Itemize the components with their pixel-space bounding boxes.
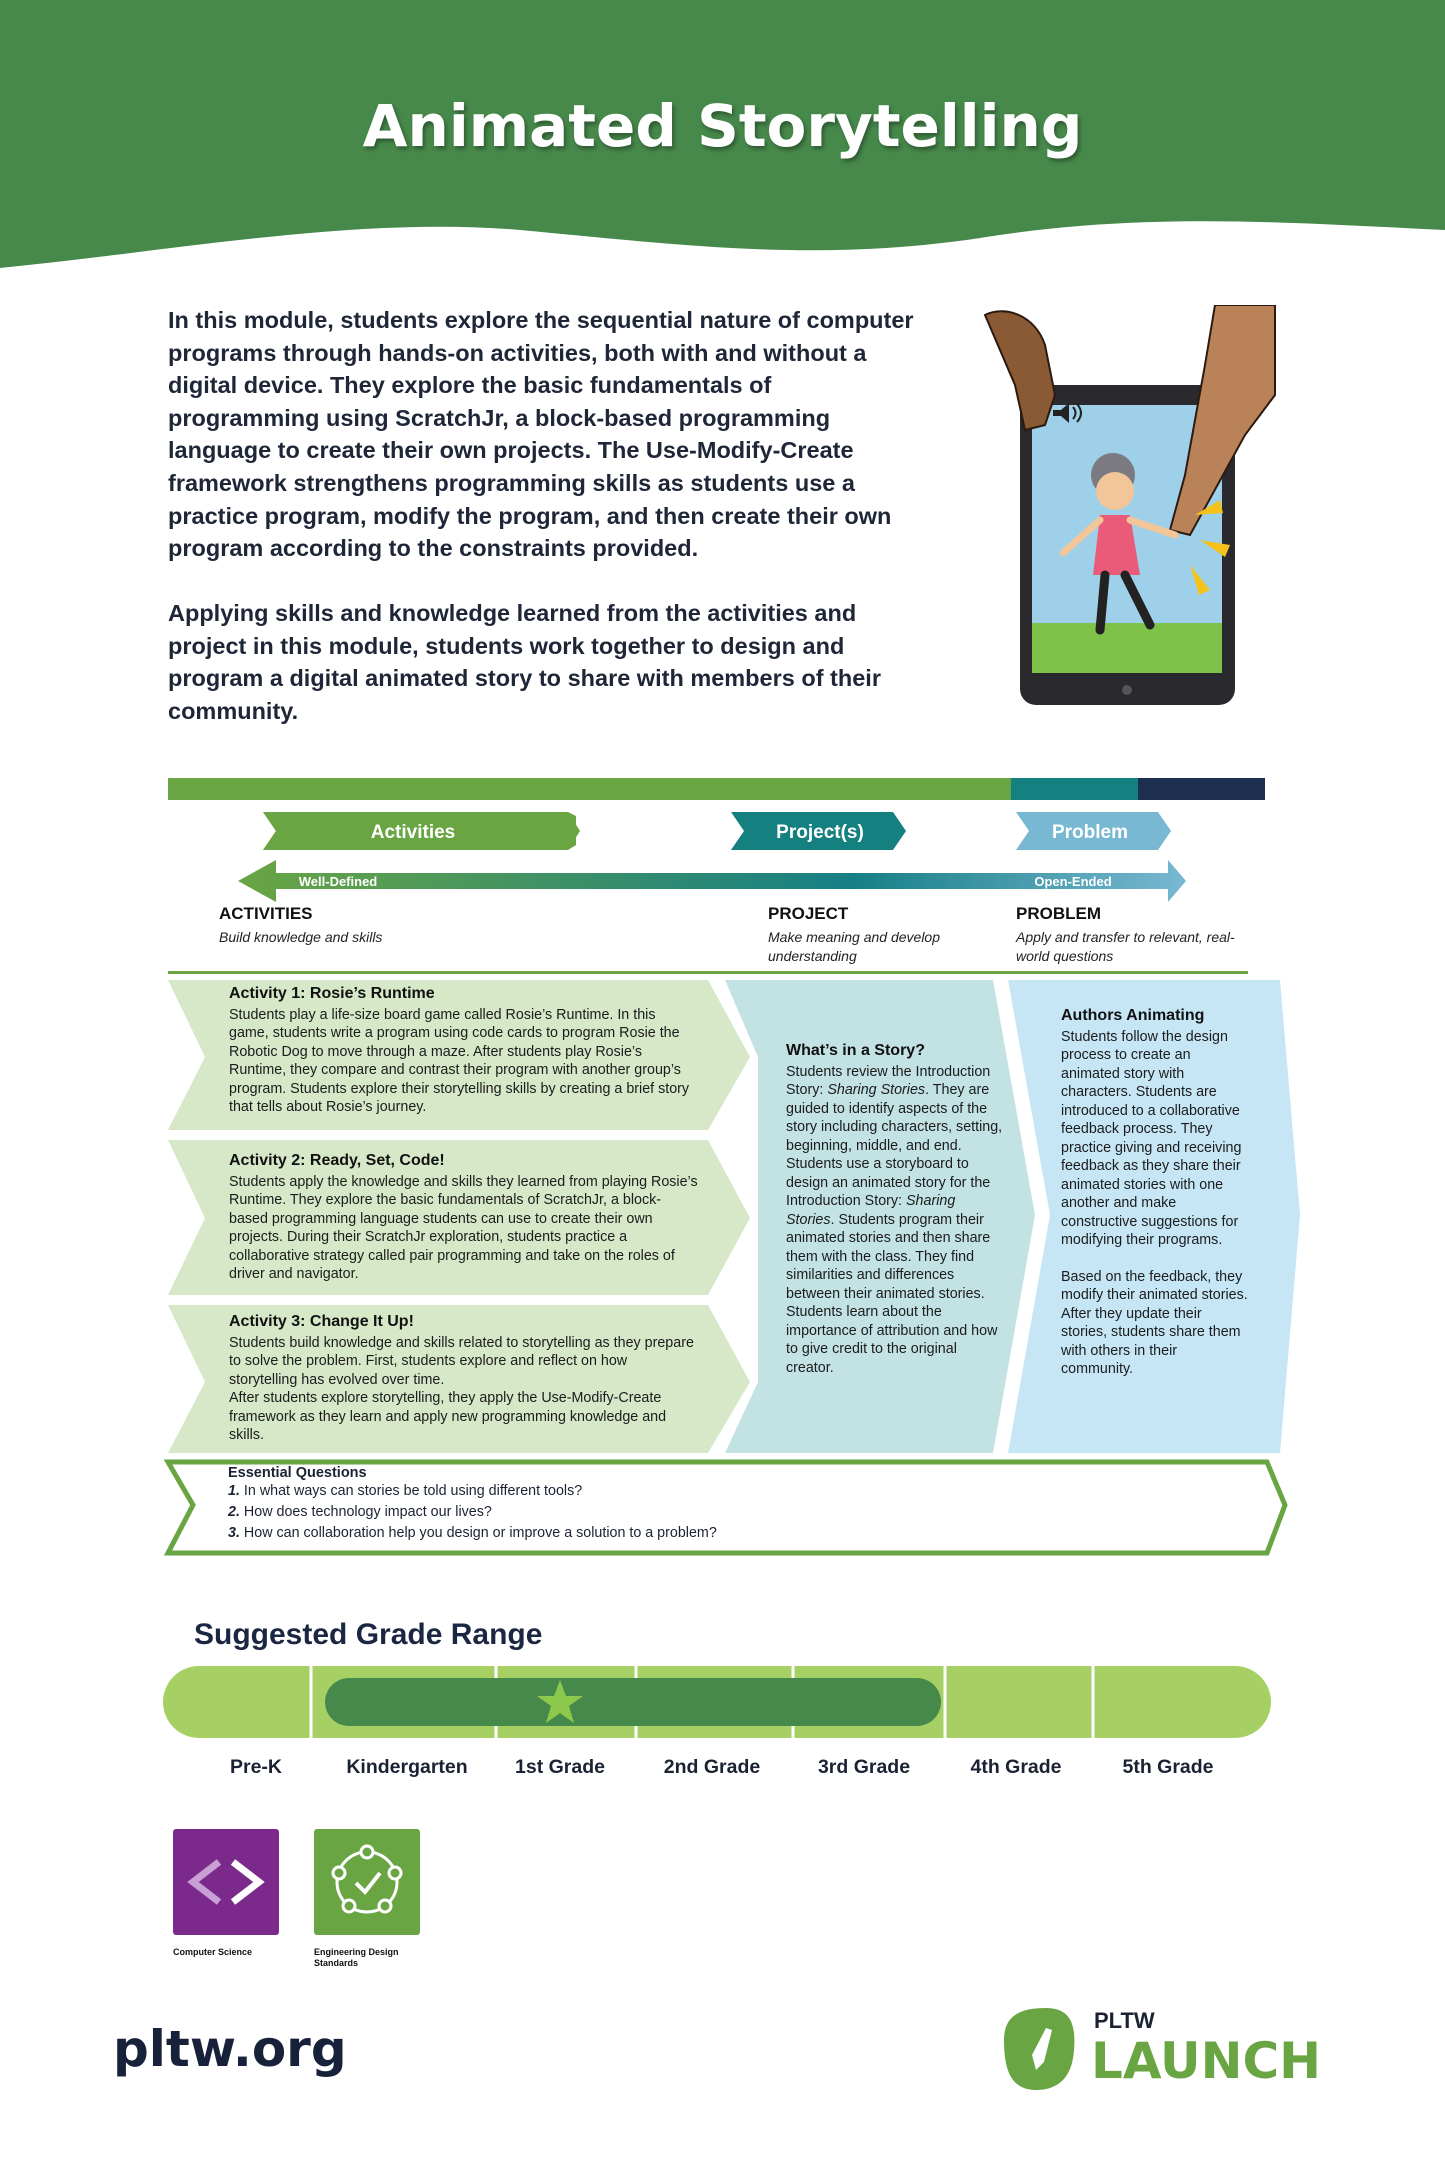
activity-2: [229, 1152, 699, 1284]
essential-questions: [228, 1465, 1048, 1544]
chevron-problem: [1016, 812, 1171, 850]
arrow-right-label: Open-Ended: [1034, 874, 1112, 889]
grade-range-highlight: [325, 1678, 941, 1726]
problem-panel: [1061, 1007, 1251, 1379]
grade-label: 2nd Grade: [663, 1756, 761, 1778]
column-activities: [219, 904, 519, 947]
progression-chevrons: [168, 810, 1278, 905]
design-cycle-icon: [314, 1829, 420, 1935]
problem-text: Students follow the design process to create an animated story with characters. Students are introduced to a collaborative feedback process. They practice giving and receiving feedback as they share their animated stories with one another and make constructive suggestions for modifying their programs.: [1061, 1028, 1242, 1248]
activity-text: Students apply the knowledge and skills they learned from playing Rosie’s Runtime. They explore the basic fundamentals of ScratchJr, a block-based programming language students can use to create their own projects. During their ScratchJr exploration, students practice a collaborative strategy called pair programming and take on the roles of driver and navigator.: [229, 1173, 698, 1282]
project-text: . They are guided to identify aspects of the story including characters, setting, beginning, middle, and end. Students use a storyboard to design an animated story for the Introduction Story:: [786, 1082, 1003, 1209]
question-text: How does technology impact our lives?: [243, 1504, 492, 1520]
project-text-italic: Sharing Stories: [786, 1193, 956, 1228]
project-title: What’s in a Story?: [786, 1042, 925, 1059]
grade-label: 1st Grade: [515, 1756, 605, 1778]
question-number: 2.: [228, 1504, 240, 1520]
grade-range-track: [163, 1666, 1271, 1738]
arrow-left-label: Well-Defined: [298, 874, 378, 889]
brand-small: PLTW: [1094, 2008, 1155, 2033]
intro-paragraph: In this module, students explore the sequential nature of computer programs through hands-on activities, both with and without a digital device. They explore the basic fundamentals of programming using ScratchJr, a block-based programming language to create their own projects. The Use-Modify-Create framework strengthens programming skills as students use a practice program, modify the program, and then create their own program according to the constraints provided.: [168, 307, 914, 562]
pltw-launch-logo: [996, 2000, 1326, 2096]
tablet-illustration: [975, 305, 1285, 715]
problem-text: Based on the feedback, they modify their animated stories. After they update their stories, students share them with others in their community.: [1061, 1268, 1248, 1377]
essential-questions-title: Essential Questions: [228, 1465, 367, 1481]
grade-range-title: Suggested Grade Range: [194, 1618, 543, 1651]
column-heading: ACTIVITIES: [219, 904, 313, 923]
question-item: [228, 1523, 1048, 1544]
site-url[interactable]: pltw.org: [113, 2020, 347, 2078]
question-text: How can collaboration help you design or improve a solution to a problem?: [243, 1525, 717, 1541]
activity-title: Activity 2: Ready, Set, Code!: [229, 1152, 445, 1169]
activity-1: [229, 985, 699, 1117]
activity-3: [229, 1313, 699, 1445]
activity-text: Students play a life-size board game called Rosie’s Runtime. In this game, students write a program using code cards to program Rosie the Robotic Dog to move through a maze. After students play Rosie’s Runtime, they compare and contrast their program with another group’s program. Students explore their storytelling skills by creating a brief story that tells about Rosie’s journey.: [229, 1006, 690, 1115]
activity-text: After students explore storytelling, they apply the Use-Modify-Create framework as they learn and apply new programming knowledge and skills.: [229, 1390, 667, 1443]
question-number: 1.: [228, 1483, 240, 1499]
project-text: Students review the Introduction Story:: [786, 1063, 991, 1098]
column-subheading: Build knowledge and skills: [219, 929, 383, 945]
question-number: 3.: [228, 1525, 240, 1541]
divider: [168, 971, 1248, 974]
column-subheading: Apply and transfer to relevant, real-world questions: [1016, 929, 1235, 964]
column-problem: [1016, 904, 1246, 966]
activity-title: Activity 1: Rosie’s Runtime: [229, 985, 435, 1002]
project-panel: [786, 1042, 1004, 1377]
question-text: In what ways can stories be told using different tools?: [243, 1483, 583, 1499]
chevron-projects-label: Project(s): [776, 822, 864, 843]
chevron-problem-label: Problem: [1051, 822, 1129, 843]
question-item: [228, 1481, 1048, 1502]
chevron-activities-label: Activities: [370, 822, 456, 843]
page-title: Animated Storytelling: [362, 92, 1083, 160]
grade-label: 4th Grade: [970, 1756, 1062, 1778]
standard-label: Engineering Design Standards: [314, 1947, 399, 1968]
grade-label: Pre-K: [229, 1756, 283, 1778]
activity-title: Activity 3: Change It Up!: [229, 1313, 414, 1330]
brand-large: LAUNCH: [1091, 2032, 1322, 2090]
grade-label: 3rd Grade: [817, 1756, 911, 1778]
column-project: [768, 904, 978, 966]
grade-label: 5th Grade: [1122, 1756, 1214, 1778]
problem-title: Authors Animating: [1061, 1007, 1205, 1024]
progression-color-bar: [168, 778, 1265, 800]
chevron-projects: [731, 812, 906, 850]
activity-text: Students build knowledge and skills related to storytelling as they prepare to solve the problem. First, students explore and reflect on how storytelling has evolved over time.: [229, 1334, 694, 1388]
code-brackets-icon: [173, 1829, 279, 1935]
question-item: [228, 1502, 1048, 1523]
standard-label: Computer Science: [173, 1947, 253, 1957]
column-heading: PROBLEM: [1016, 904, 1101, 923]
column-subheading: Make meaning and develop understanding: [768, 929, 941, 964]
project-text: . Students program their animated stories and then share them with the class. They find similarities and differences between their animated stories. Students learn about the importance of attribution and how to give credit to the original creator.: [786, 1211, 998, 1376]
intro-paragraph: Applying skills and knowledge learned from the activities and project in this module, students work together to design and program a digital animated story to share with members of their community.: [168, 600, 881, 724]
grade-label: Kindergarten: [346, 1756, 468, 1778]
column-heading: PROJECT: [768, 904, 849, 923]
project-text-italic: Sharing Stories: [827, 1082, 926, 1098]
chevron-activities: [263, 812, 580, 850]
